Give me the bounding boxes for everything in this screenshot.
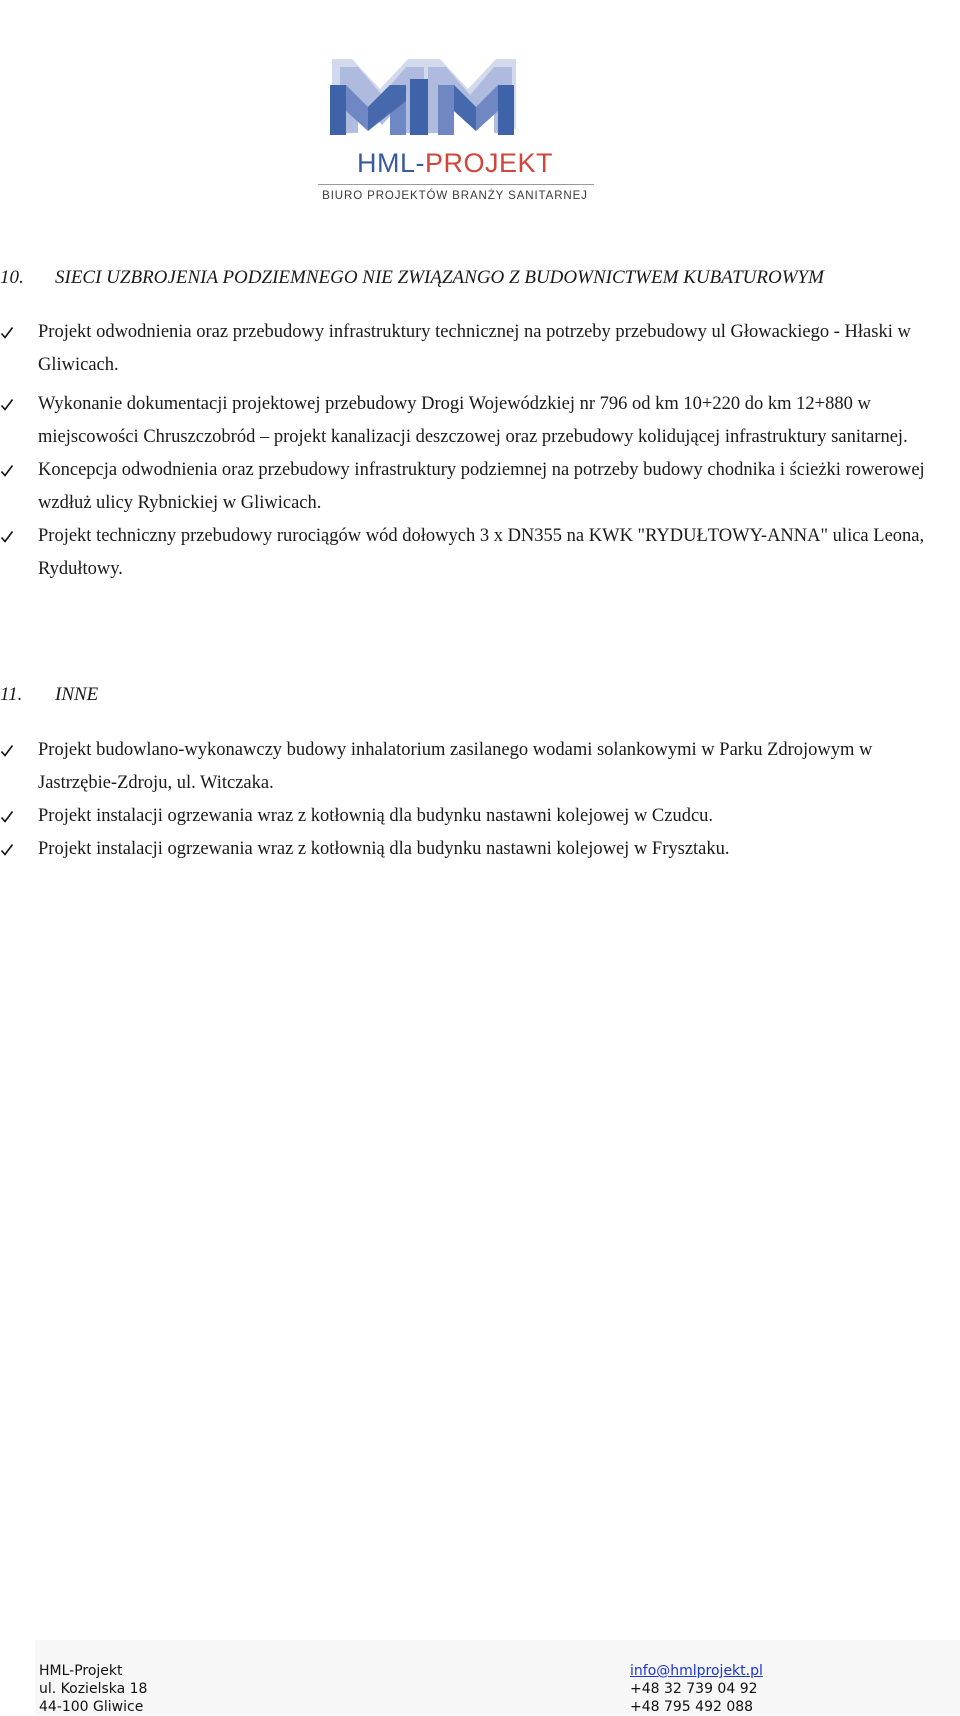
logo-mark-icon (310, 55, 610, 150)
checkmark-icon (0, 833, 18, 866)
section-11-list (0, 734, 960, 866)
logo-subtitle: BIURO PROJEKTÓW BRANŻY SANITARNEJ (322, 190, 588, 202)
list-item (0, 734, 960, 800)
footer-address (39, 1662, 147, 1716)
section-number: 11. (0, 684, 23, 705)
company-logo (310, 55, 610, 205)
list-item-text: Wykonanie dokumentacji projektowej przebudowy Drogi Wojewódzkiej nr 796 od km 10+220 do km 12+880 w miejscowości Chruszczobród – projekt kanalizacji deszczowej oraz przebudowy kolidującej infrastruktury sanitarnej. (38, 394, 908, 447)
footer-phone-1: +48 32 739 04 92 (630, 1681, 758, 1697)
list-item-text: Projekt odwodnienia oraz przebudowy infrastruktury technicznej na potrzeby przebudowy ul Głowackiego - Hłaski w Gliwicach. (38, 322, 911, 375)
footer-email-link[interactable]: info@hmlprojekt.pl (630, 1663, 763, 1679)
section-title: SIECI UZBROJENIA PODZIEMNEGO NIE ZWIĄZANGO Z BUDOWNICTWEM KUBATUROWYM (55, 267, 824, 288)
footer-phone-2: +48 795 492 088 (630, 1699, 754, 1715)
list-item (0, 520, 960, 586)
checkmark-icon (0, 800, 18, 833)
page-footer (35, 1640, 960, 1715)
list-item-text: Projekt budowlano-wykonawczy budowy inhalatorium zasilanego wodami solankowymi w Parku Zdrojowym w Jastrzębie-Zdroju, ul. Witczaka. (38, 740, 873, 793)
section-heading-10 (0, 268, 824, 287)
logo-brand-accent: PROJEKT (424, 148, 554, 178)
list-item (0, 316, 960, 382)
footer-contact (630, 1662, 763, 1716)
list-item (0, 454, 960, 520)
list-item-text: Projekt instalacji ogrzewania wraz z kotłownią dla budynku nastawni kolejowej w Frysztaku. (38, 839, 730, 859)
checkmark-icon (0, 520, 18, 553)
section-10-list (0, 316, 960, 586)
footer-city: 44-100 Gliwice (39, 1699, 144, 1715)
footer-company: HML-Projekt (39, 1663, 123, 1679)
list-item (0, 800, 960, 833)
list-item (0, 388, 960, 454)
list-item-text: Projekt techniczny przebudowy rurociągów wód dołowych 3 x DN355 na KWK "RYDUŁTOWY-ANNA" ulica Leona, Rydułtowy. (38, 526, 925, 579)
list-item-text: Koncepcja odwodnienia oraz przebudowy infrastruktury podziemnej na potrzeby budowy chodnika i ścieżki rowerowej wzdłuż ulicy Rybnickiej w Gliwicach. (38, 460, 925, 513)
section-title: INNE (55, 684, 99, 705)
logo-brand-name (310, 150, 600, 177)
section-heading-11 (0, 685, 98, 704)
footer-street: ul. Kozielska 18 (39, 1681, 148, 1697)
checkmark-icon (0, 316, 18, 349)
section-number: 10. (0, 267, 24, 288)
checkmark-icon (0, 734, 18, 767)
checkmark-icon (0, 454, 18, 487)
list-item (0, 833, 960, 866)
list-item-text: Projekt instalacji ogrzewania wraz z kotłownią dla budynku nastawni kolejowej w Czudcu. (38, 806, 714, 826)
checkmark-icon (0, 388, 18, 421)
logo-divider (318, 184, 594, 185)
logo-brand-main: HML- (356, 148, 425, 178)
